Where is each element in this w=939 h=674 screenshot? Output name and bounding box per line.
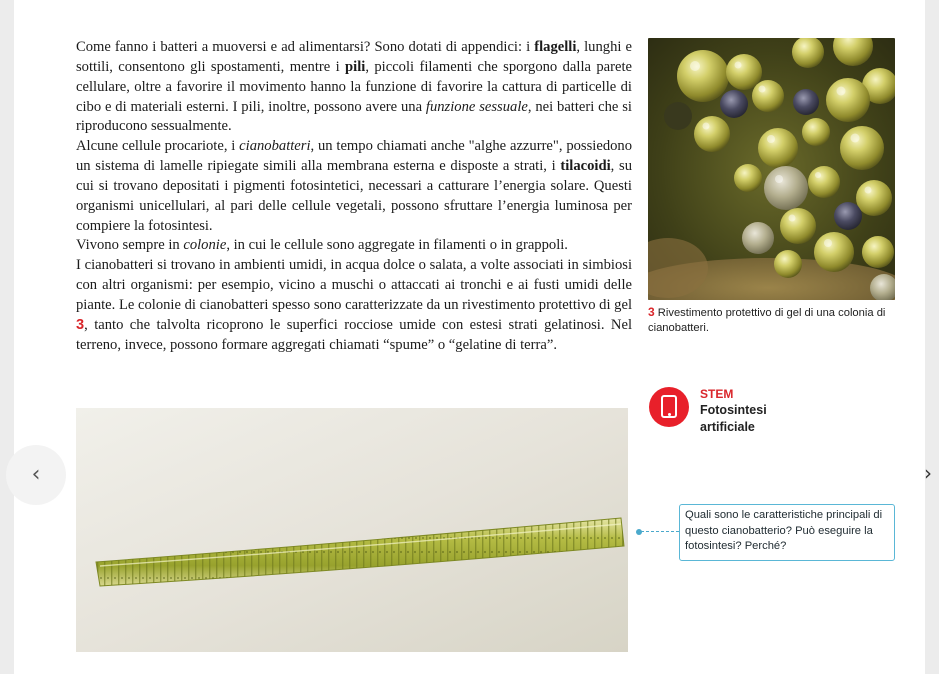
term-funzione-sessuale: funzione sessuale	[425, 98, 528, 115]
paragraph-colonies: Vivono sempre in colonie, in cui le cellule sono aggregate in filamenti o in grappoli.	[76, 237, 568, 254]
caption-text: Rivestimento protettivo di gel di una colonia di cianobatteri.	[648, 307, 886, 334]
stem-link-title[interactable]: Fotosintesi artificiale	[700, 403, 767, 434]
colony-photo	[648, 38, 895, 300]
colony-illustration	[648, 38, 895, 300]
stem-tag: STEM	[700, 387, 734, 401]
term-cianobatteri: cianobatteri	[239, 138, 311, 155]
question-box	[679, 504, 895, 561]
body-text	[76, 38, 632, 356]
paragraph-appendages: Come fanno i batteri a muoversi e ad alimentarsi? Sono dotati di appendici: i flagelli, lunghi e sottili, consentono gli spostamenti, mentre i pili, piccoli filamenti che sporgono dalla parete cellulare, oltre a favorire il movimento hanno la funzione di favorire la cattura di particelle di cibo e di materiali esterni. I pili, inoltre, possono avere una funzione sessuale, nei batteri che si riproducono sessualmente.	[76, 39, 633, 135]
filament-photo	[76, 408, 628, 652]
tablet-button	[668, 413, 671, 416]
term-flagelli: flagelli	[534, 39, 577, 55]
figure-reference[interactable]: 3	[76, 316, 85, 333]
caption-number: 3	[648, 305, 655, 319]
term-tilacoidi: tilacoidi	[560, 158, 611, 175]
tablet-icon[interactable]	[649, 387, 689, 427]
term-pili: pili	[345, 58, 366, 75]
leader-line	[641, 531, 679, 532]
filament-illustration	[76, 408, 628, 652]
term-colonie: colonie	[183, 237, 227, 254]
next-page-button[interactable]: ›	[924, 461, 932, 485]
previous-page-button[interactable]: ‹	[6, 445, 66, 505]
figure-caption	[648, 305, 898, 336]
question-text: Quali sono le caratteristiche principali di questo cianobatterio? Può eseguire la fotosintesi? Perché?	[685, 509, 883, 552]
paragraph-habitat: I cianobatteri si trovano in ambienti umidi, in acqua dolce o salata, a volte associati in simbiosi con altri organismi: per esempio, vicino a muschi o attaccati ai tronchi e ai fusti umidi delle piante. Le colonie di cianobatteri spesso sono caratterizzate da un rivestimento protettivo di gel 3, tanto che talvolta ricoprono le superfici rocciose umide con estesi strati gelatinosi. Nel terreno, invece, possono formare aggregati chiamati “spume” o “gelatine di terra”.	[76, 257, 632, 353]
paragraph-cyanobacteria: Alcune cellule procariote, i cianobatteri, un tempo chiamati anche "alghe azzurre", possiedono un sistema di lamelle ripiegate simili alla membrana esterna e disposte a strati, i tilacoidi, su cui si trovano depositati i pigmenti fotosintetici, necessari a catturare l’energia solare. Questi organismi unicellulari, al pari delle cellule vegetali, possono sfruttare l’energia luminosa per compiere la fotosintesi.	[76, 138, 633, 234]
